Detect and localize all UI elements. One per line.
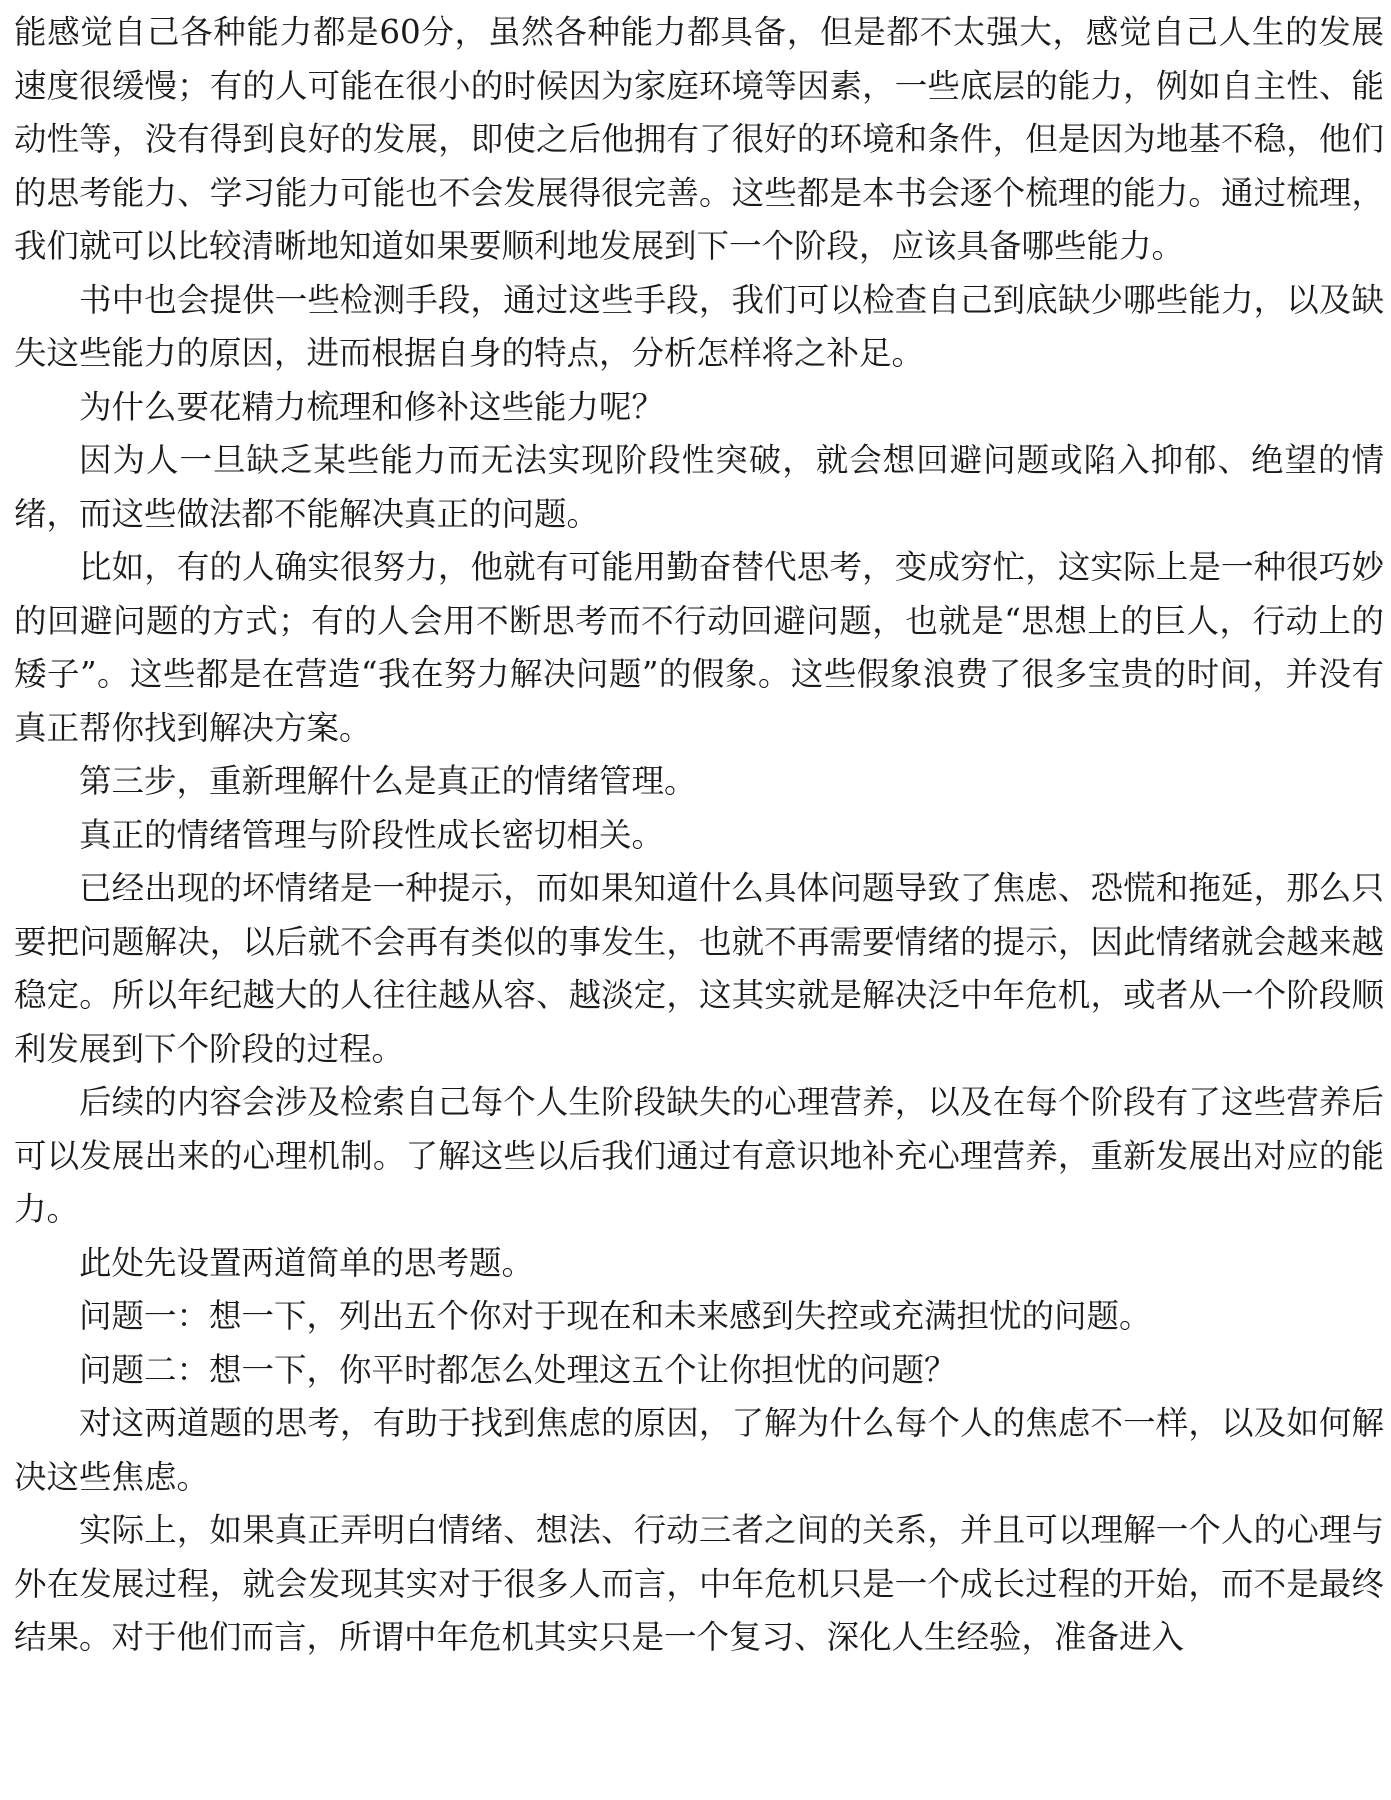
paragraph: 已经出现的坏情绪是一种提示，而如果知道什么具体问题导致了焦虑、恐慌和拖延，那么只要把问题解决，以后就不会再有类似的事发生，也就不再需要情绪的提示，因此情绪就会越来越稳定。所以年纪越大的人往往越从容、越淡定，这其实就是解决泛中年危机，或者从一个阶段顺利发展到下个阶段的过程。 (14, 869, 1384, 1068)
paragraph: 对这两道题的思考，有助于找到焦虑的原因，了解为什么每个人的焦虑不一样，以及如何解决这些焦虑。 (14, 1404, 1384, 1496)
paragraph: 后续的内容会涉及检索自己每个人生阶段缺失的心理营养，以及在每个阶段有了这些营养后可以发展出来的心理机制。了解这些以后我们通过有意识地补充心理营养，重新发展出对应的能力。 (14, 1083, 1384, 1228)
paragraph: 实际上，如果真正弄明白情绪、想法、行动三者之间的关系，并且可以理解一个人的心理与外在发展过程，就会发现其实对于很多人而言，中年危机只是一个成长过程的开始，而不是最终结果。对于他们而言，所谓中年危机其实只是一个复习、深化人生经验，准备进入 (14, 1511, 1384, 1656)
paragraph: 能感觉自己各种能力都是60分，虽然各种能力都具备，但是都不太强大，感觉自己人生的发展速度很缓慢；有的人可能在很小的时候因为家庭环境等因素，一些底层的能力，例如自主性、能动性等，没有得到良好的发展，即使之后他拥有了很好的环境和条件，但是因为地基不稳，他们的思考能力、学习能力可能也不会发展得很完善。这些都是本书会逐个梳理的能力。通过梳理，我们就可以比较清晰地知道如果要顺利地发展到下一个阶段，应该具备哪些能力。 (14, 13, 1384, 265)
paragraph: 此处先设置两道简单的思考题。 (79, 1243, 535, 1282)
paragraph: 问题二：想一下，你平时都怎么处理这五个让你担忧的问题？ (79, 1350, 957, 1389)
document-page (14, 6, 1384, 1665)
paragraph: 问题一：想一下，列出五个你对于现在和未来感到失控或充满担忧的问题。 (79, 1297, 1152, 1335)
paragraph: 书中也会提供一些检测手段，通过这些手段，我们可以检查自己到底缺少哪些能力，以及缺失这些能力的原因，进而根据自身的特点，分析怎样将之补足。 (14, 280, 1384, 372)
paragraph: 第三步，重新理解什么是真正的情绪管理。 (79, 762, 697, 800)
paragraph: 比如，有的人确实很努力，他就有可能用勤奋替代思考，变成穷忙，这实际上是一种很巧妙的回避问题的方式；有的人会用不断思考而不行动回避问题，也就是“思想上的巨人，行动上的矮子”。这些都是在营造“我在努力解决问题”的假象。这些假象浪费了很多宝贵的时间，并没有真正帮你找到解决方案。 (14, 548, 1384, 747)
paragraph: 真正的情绪管理与阶段性成长密切相关。 (79, 815, 665, 854)
paragraph: 为什么要花精力梳理和修补这些能力呢？ (79, 387, 665, 426)
paragraph: 因为人一旦缺乏某些能力而无法实现阶段性突破，就会想回避问题或陷入抑郁、绝望的情绪，而这些做法都不能解决真正的问题。 (14, 441, 1384, 533)
